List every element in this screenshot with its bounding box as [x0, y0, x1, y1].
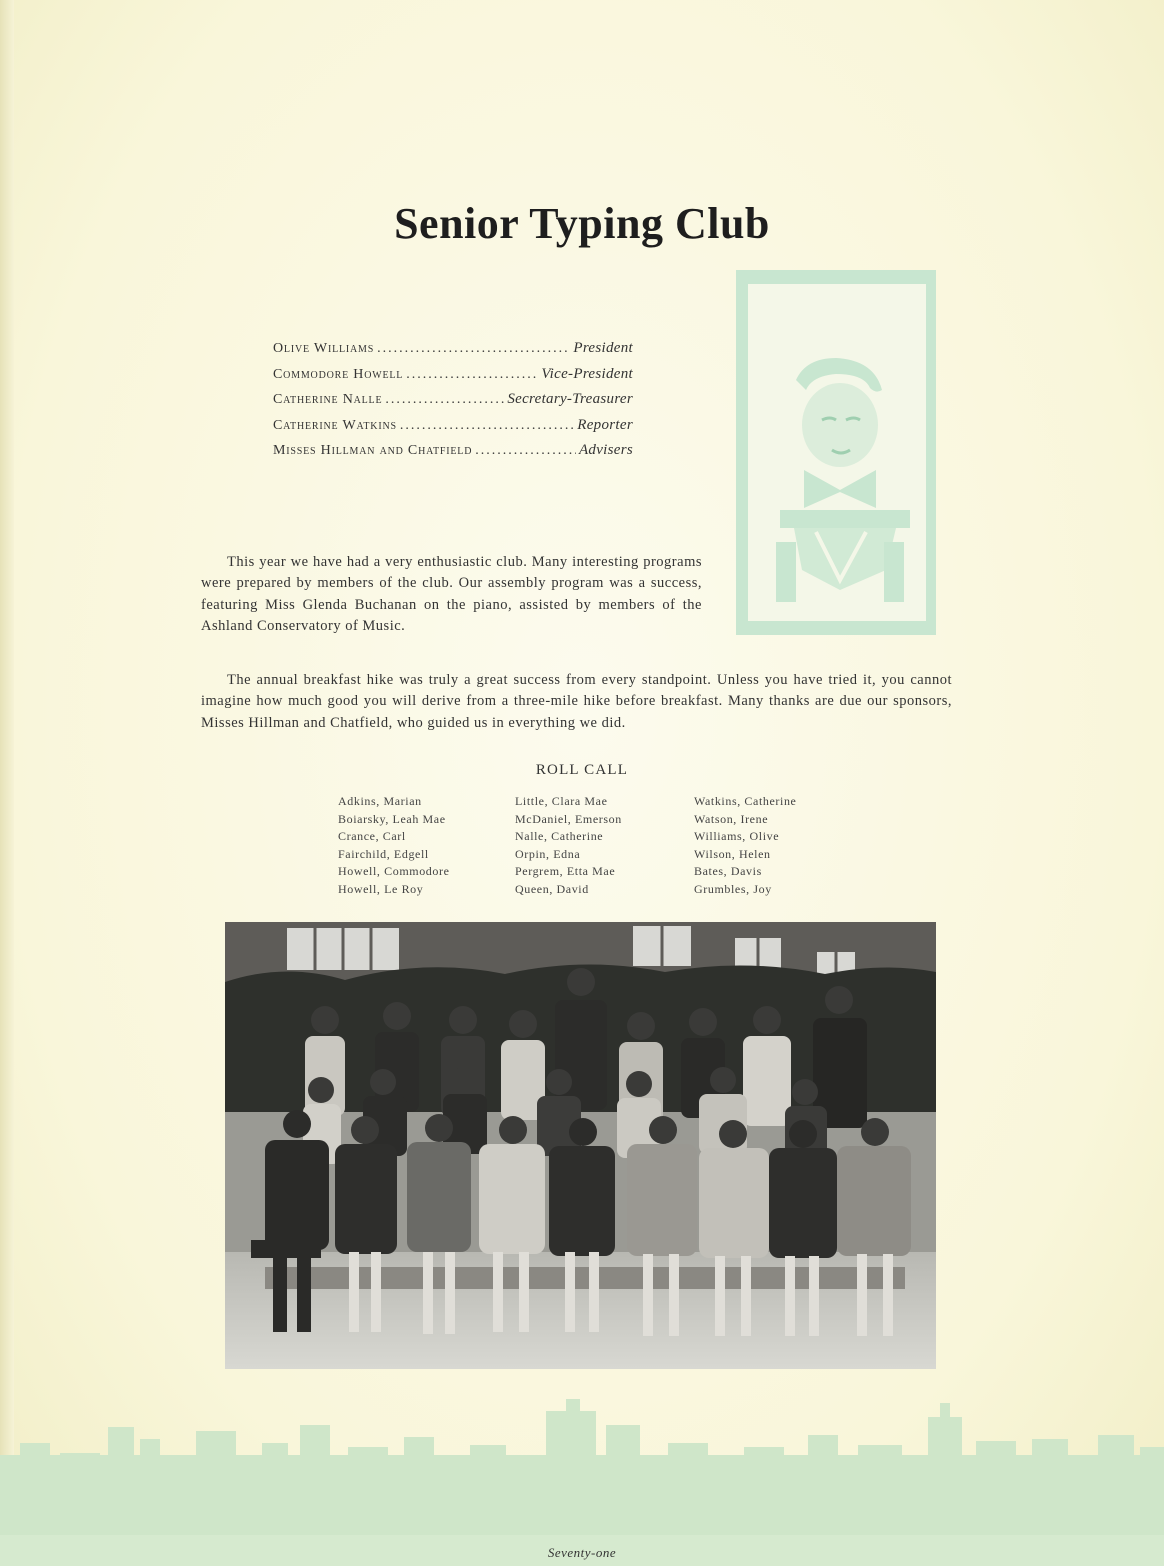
roll-call-name: Boiarsky, Leah Mae	[338, 811, 446, 826]
leader-dots	[400, 418, 574, 434]
officer-role: President	[573, 340, 633, 356]
officer-role: Reporter	[577, 416, 633, 433]
leader-dots	[475, 443, 576, 459]
officer-row	[273, 391, 633, 417]
typist-illustration	[736, 270, 936, 635]
roll-call-column	[694, 793, 796, 898]
roll-call-column	[515, 793, 622, 898]
roll-call-name: Orpin, Edna	[515, 846, 581, 861]
roll-call-column	[338, 793, 450, 898]
officer-row	[273, 366, 633, 392]
roll-call-heading: ROLL CALL	[535, 762, 629, 778]
leader-dots	[406, 367, 538, 383]
roll-call-name: Grumbles, Joy	[694, 881, 772, 896]
roll-call-name: McDaniel, Emerson	[515, 811, 622, 826]
roll-call-name: Howell, Commodore	[338, 864, 450, 878]
officer-name: Catherine Watkins	[273, 417, 397, 433]
roll-call-name: Howell, Le Roy	[338, 881, 424, 896]
club-description: This year we have had a very enthusiastic club. Many interesting programs were prepared by members of the club. Our assembly program was a success, featuring Miss Glenda Buchanan on the piano, assisted by members of the Ashland Conservatory of Music.	[201, 553, 702, 634]
officer-role: Vice-President	[541, 365, 633, 382]
club-group-photo	[225, 922, 936, 1369]
officer-role: Secretary-Treasurer	[507, 391, 633, 407]
officers-list	[273, 340, 633, 468]
leader-dots	[385, 392, 504, 408]
roll-call-name: Watkins, Catherine	[694, 794, 797, 808]
typist-icon	[736, 270, 936, 635]
roll-call-name: Watson, Irene	[694, 811, 769, 826]
roll-call-name: Fairchild, Edgell	[338, 846, 429, 861]
leader-dots	[377, 341, 570, 357]
roll-call-name: Little, Clara Mae	[515, 794, 608, 808]
officer-name: Olive Williams	[273, 341, 375, 356]
roll-call-name: Queen, David	[515, 881, 589, 896]
roll-call-name: Crance, Carl	[338, 829, 406, 843]
roll-call-name: Nalle, Catherine	[515, 829, 604, 843]
roll-call-name: Pergrem, Etta Mae	[515, 864, 616, 878]
roll-call-name: Wilson, Helen	[694, 846, 771, 861]
roll-call-name: Williams, Olive	[694, 829, 780, 843]
officer-role: Advisers	[578, 442, 633, 458]
breakfast-hike-paragraph: The annual breakfast hike was truly a great success from every standpoint. Unless you have tried it, you cannot imagine how much good you will derive from a three-mile hike before breakfast. Many thanks are due our sponsors, Misses Hillman and Chatfield, who guided us in everything we did.	[201, 671, 952, 731]
officer-name: Commodore Howell	[273, 366, 404, 382]
officer-row	[273, 417, 633, 443]
city-skyline-decoration	[0, 1395, 1164, 1566]
group-photo-image	[225, 922, 936, 1369]
page-title: Senior Typing Club	[394, 199, 770, 248]
roll-call-name: Adkins, Marian	[338, 794, 422, 808]
officer-row	[273, 442, 633, 468]
officer-row	[273, 340, 633, 366]
page-number: Seventy-one	[547, 1545, 617, 1560]
officer-name: Misses Hillman and Chatfield	[273, 443, 473, 458]
officer-name: Catherine Nalle	[273, 392, 383, 407]
roll-call-name: Bates, Davis	[694, 864, 762, 878]
